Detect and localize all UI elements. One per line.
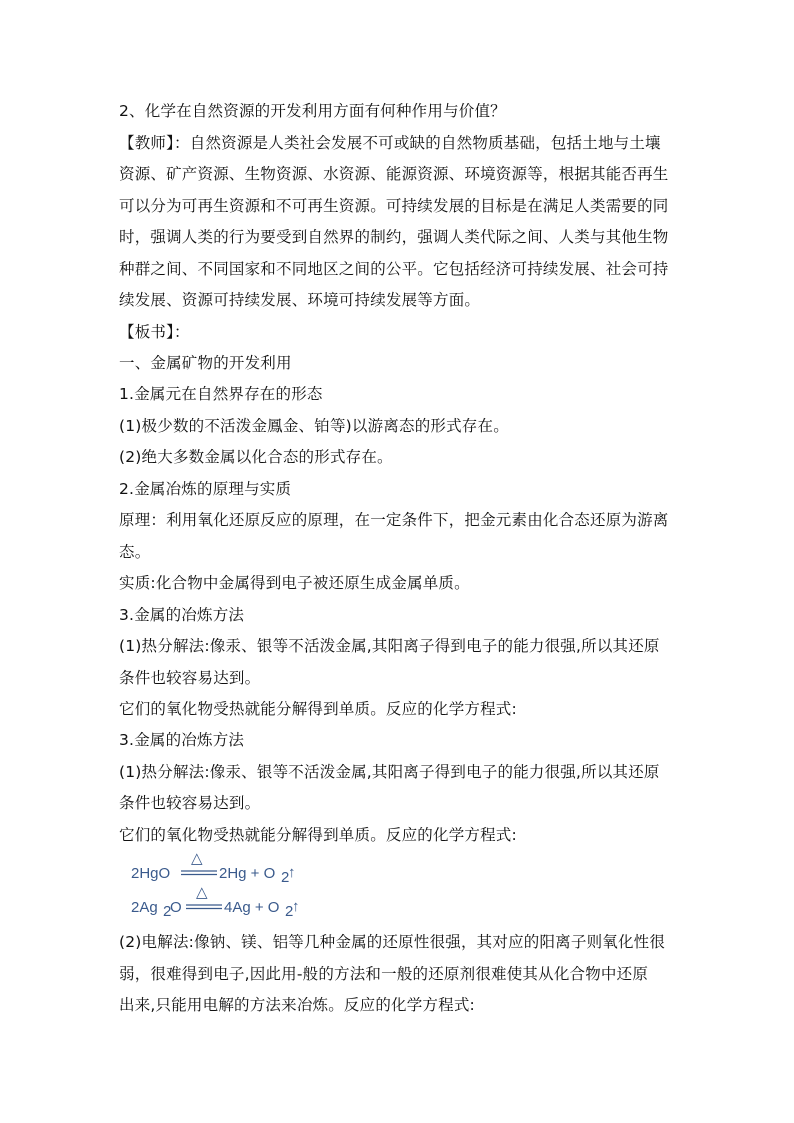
board-label: 【板书】： [119,323,190,341]
text-line: 实质:化合物中金属得到电子被还原生成金属单质。 [119,574,470,592]
subsection-heading: 1.金属元在自然界存在的形态 [119,385,323,403]
eq1-products: 2Hg + O [219,865,276,882]
teacher-paragraph-line: 种群之间、不同国家和不同地区之间的公平。它包括经济可持续发展、社会可持 [119,260,669,278]
text-line: 条件也较容易达到。 [119,669,261,687]
teacher-paragraph-line: 资源、矿产资源、生物资源、水资源、能源资源、环境资源等，根据其能否再生 [119,165,669,183]
text-line: 出来,只能用电解的方法来冶炼。反应的化学方程式: [119,996,475,1014]
question-heading: 2、化学在自然资源的开发利用方面有何种作用与价值？ [119,102,506,120]
subsection-heading: 3.金属的冶炼方法 [119,731,245,749]
gas-arrow-icon: ↑ [292,898,300,915]
text-line: 态。 [119,543,151,561]
text-line: 弱，很难得到电子,因此用-般的方法和一般的还原剂很难使其从化合物中还原 [119,965,649,983]
heat-condition-icon: △ [191,850,203,867]
teacher-paragraph-line: 时，强调人类的行为要受到自然界的制约，强调人类代际之间、人类与其他生物 [119,228,669,246]
text-line: 它们的氧化物受热就能分解得到单质。反应的化学方程式: [119,700,517,718]
eq2-products: 4Ag + O [224,899,280,916]
text-line: (1)热分解法:像汞、银等不活泼金属,其阳离子得到电子的能力很强,所以其还原 [119,637,660,655]
teacher-paragraph-line: 续发展、资源可持续发展、环境可持续发展等方面。 [119,291,481,309]
heat-condition-icon: △ [196,884,208,901]
text-line: 它们的氧化物受热就能分解得到单质。反应的化学方程式: [119,826,517,844]
eq1-reactant: 2HgO [131,865,171,882]
teacher-paragraph-line: 【教师】：自然资源是人类社会发展不可或缺的自然物质基础，包括土地与土壤 [119,134,661,152]
gas-arrow-icon: ↑ [288,864,296,881]
text-line: (2)电解法:像钠、镁、铝等几种金属的还原性很强，其对应的阳离子则氧化性很 [119,933,666,951]
text-line: (2)绝大多数金属以化合态的形式存在。 [119,448,393,466]
section-heading: 一、金属矿物的开发利用 [119,354,292,372]
o2-subscript: 2 [285,903,294,920]
eq2-reactant-tail: O [170,899,182,916]
subsection-heading: 3.金属的冶炼方法 [119,606,245,624]
text-line: (1)热分解法:像汞、银等不活泼金属,其阳离子得到电子的能力很强,所以其还原 [119,763,660,781]
subsection-heading: 2.金属冶炼的原理与实质 [119,480,292,498]
chemical-equations-figure [119,850,309,922]
ag2-subscript: 2 [163,903,172,920]
text-line: (1)极少数的不活泼金鳳金、铂等)以游离态的形式存在。 [119,417,509,435]
text-line: 原理：利用氧化还原反应的原理，在一定条件下，把金元素由化合态还原为游离 [119,511,669,529]
text-line: 条件也较容易达到。 [119,794,261,812]
teacher-paragraph-line: 可以分为可再生资源和不可再生资源。可持续发展的目标是在满足人类需要的同 [119,197,669,215]
eq2-reactant: 2Ag [131,899,158,916]
o2-subscript: 2 [281,869,290,886]
